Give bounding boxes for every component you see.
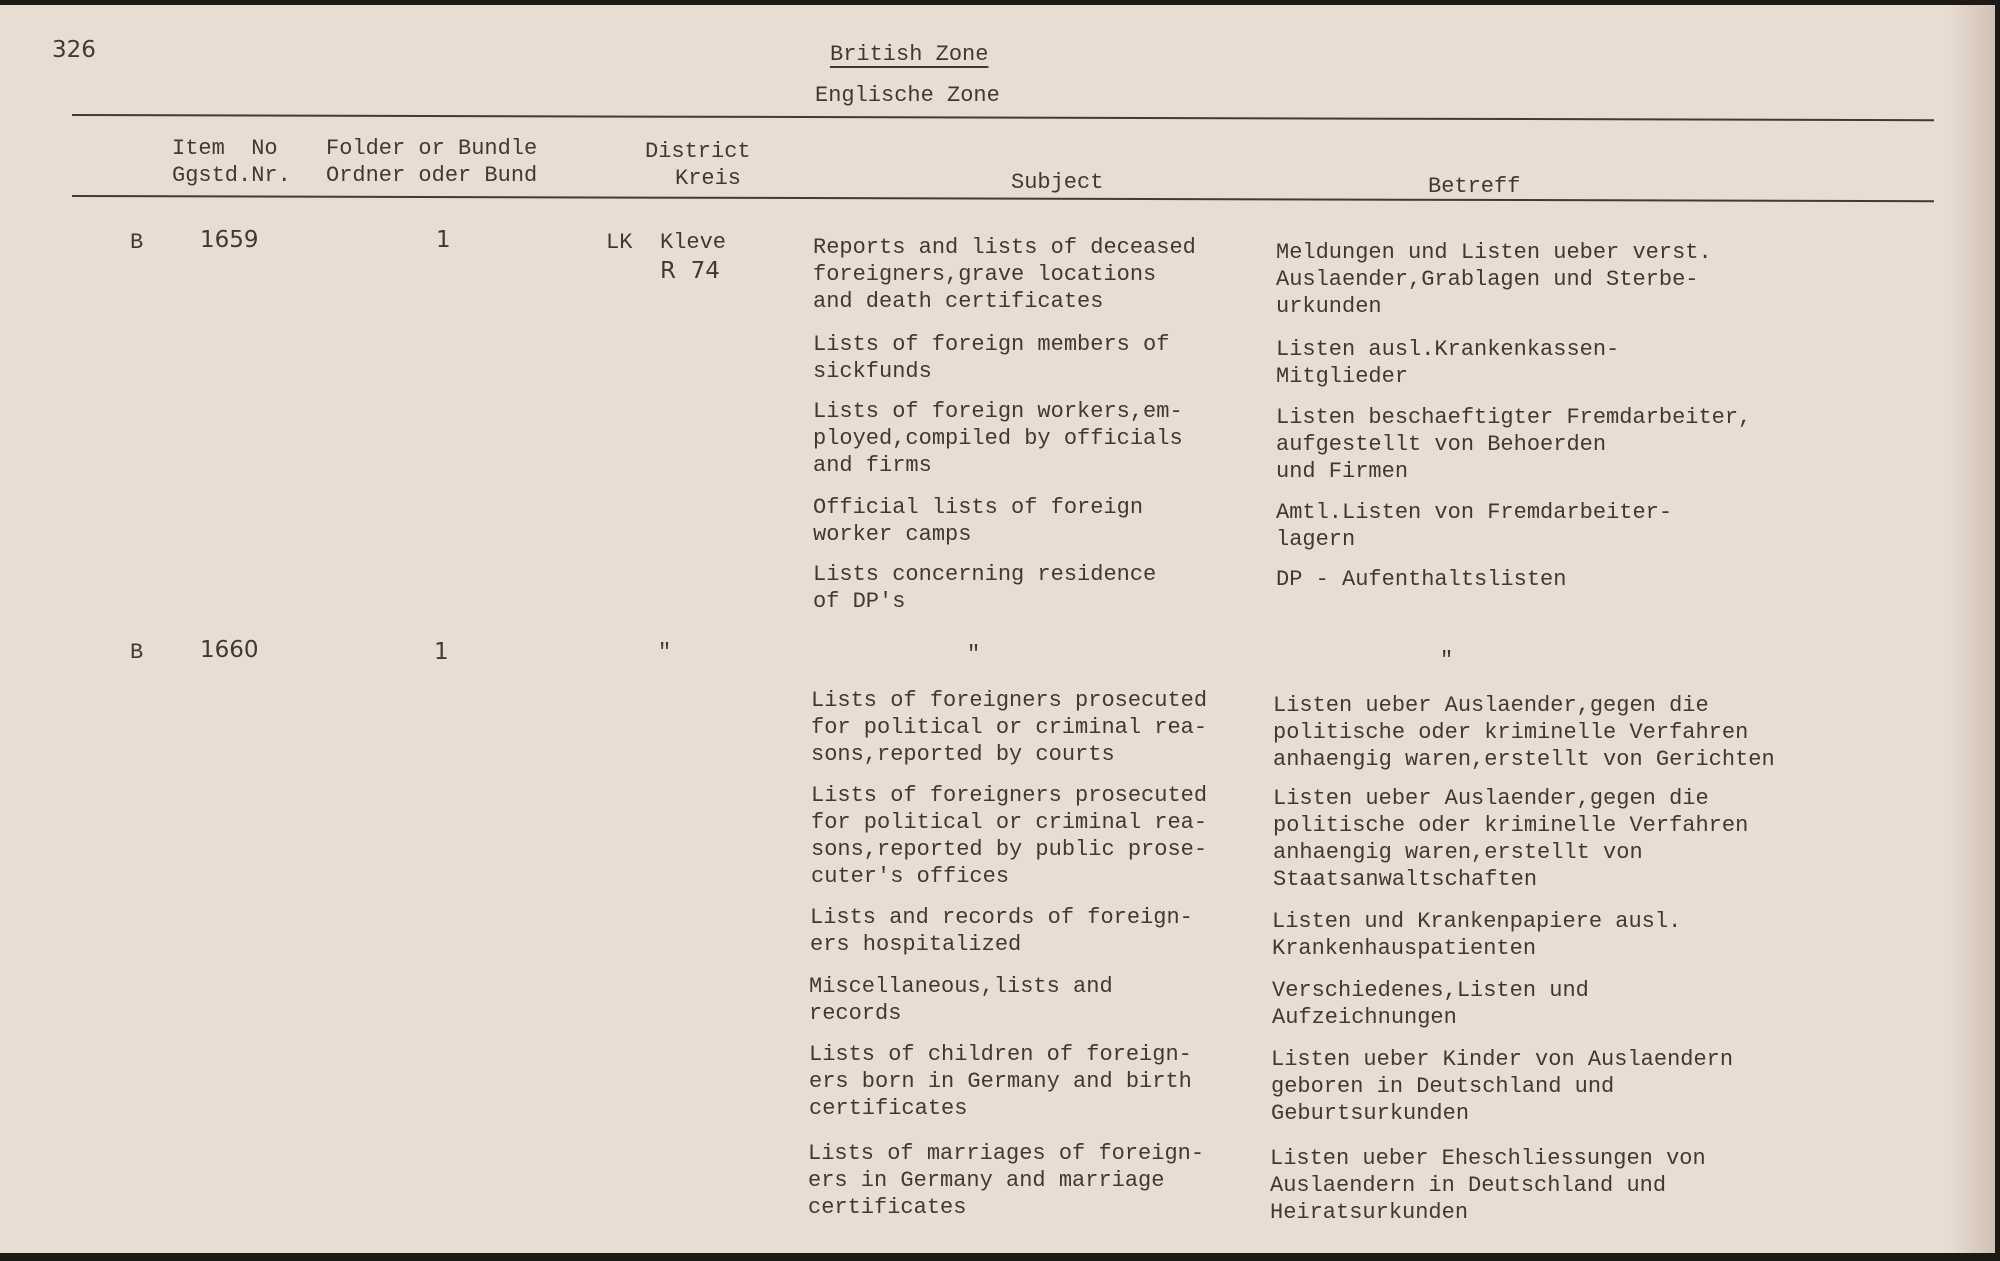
entry-series: B [130,640,144,665]
subject-cell: Miscellaneous,lists and records [809,974,1113,1026]
subject-cell: Lists of foreign workers,em- ployed,compiled by officials and firms [813,399,1183,478]
betreff-ditto-mark: " [1440,648,1454,673]
page-title: British Zone [830,42,989,67]
entry-item-number: 1659 [200,227,259,253]
document-page [0,5,1995,1253]
column-header-folder: Folder or Bundle Ordner oder Bund [326,136,538,188]
entry-folder-number: 1 [436,227,451,253]
subject-cell: Official lists of foreign worker camps [813,495,1144,547]
subject-cell: Lists and records of foreign- ers hospitalized [810,905,1193,957]
page-subtitle: Englische Zone [815,83,1000,108]
betreff-cell: Listen ausl.Krankenkassen- Mitglieder [1276,337,1620,389]
subject-cell: Lists of children of foreign- ers born in Germany and birth certificates [809,1042,1192,1121]
betreff-cell: Listen ueber Auslaender,gegen die politische oder kriminelle Verfahren anhaengig waren,erstellt von Gerichten [1273,693,1775,772]
betreff-cell: Listen ueber Auslaender,gegen die politische oder kriminelle Verfahren anhaengig waren,erstellt von Staatsanwaltschaften [1273,786,1749,892]
header-bottom-rule [72,195,1934,202]
column-header-betreff: Betreff [1428,174,1521,199]
header-top-rule [72,114,1934,121]
subject-cell: Lists of foreigners prosecuted for political or criminal rea- sons,reported by courts [811,688,1208,767]
column-header-district: District Kreis [645,139,751,191]
entry-district-code: R 74 [660,258,720,284]
column-header-subject: Subject [1011,170,1104,195]
subject-cell: Lists of foreign members of sickfunds [813,332,1170,384]
entry-item-number: 1660 [200,637,259,663]
subject-ditto-mark: " [967,642,981,667]
entry-folder-number: 1 [434,639,449,665]
betreff-cell: Listen und Krankenpapiere ausl. Krankenhauspatienten [1272,909,1682,961]
subject-cell: Lists concerning residence of DP's [813,562,1157,614]
subject-cell: Reports and lists of deceased foreigners,grave locations and death certificates [813,235,1196,314]
entry-district: Kleve [660,230,727,255]
betreff-cell: Amtl.Listen von Fremdarbeiter- lagern [1276,500,1673,552]
entry-district-prefix: LK [606,230,633,255]
district-ditto-mark: " [658,640,672,665]
betreff-cell: DP - Aufenthaltslisten [1276,567,1567,592]
betreff-cell: Listen beschaeftigter Fremdarbeiter, aufgestellt von Behoerden und Firmen [1276,405,1752,484]
betreff-cell: Verschiedenes,Listen und Aufzeichnungen [1272,978,1589,1030]
column-header-item: Item No Ggstd.Nr. [172,136,291,188]
betreff-cell: Meldungen und Listen ueber verst. Auslaender,Grablagen und Sterbe- urkunden [1276,240,1712,319]
betreff-cell: Listen ueber Eheschliessungen von Auslaendern in Deutschland und Heiratsurkunden [1270,1146,1706,1225]
subject-cell: Lists of foreigners prosecuted for political or criminal rea- sons,reported by public prose- cuter's offices [811,783,1208,889]
subject-cell: Lists of marriages of foreign- ers in Germany and marriage certificates [808,1141,1205,1220]
page-number: 326 [52,37,96,63]
betreff-cell: Listen ueber Kinder von Auslaendern geboren in Deutschland und Geburtsurkunden [1271,1047,1734,1126]
entry-series: B [130,230,144,255]
